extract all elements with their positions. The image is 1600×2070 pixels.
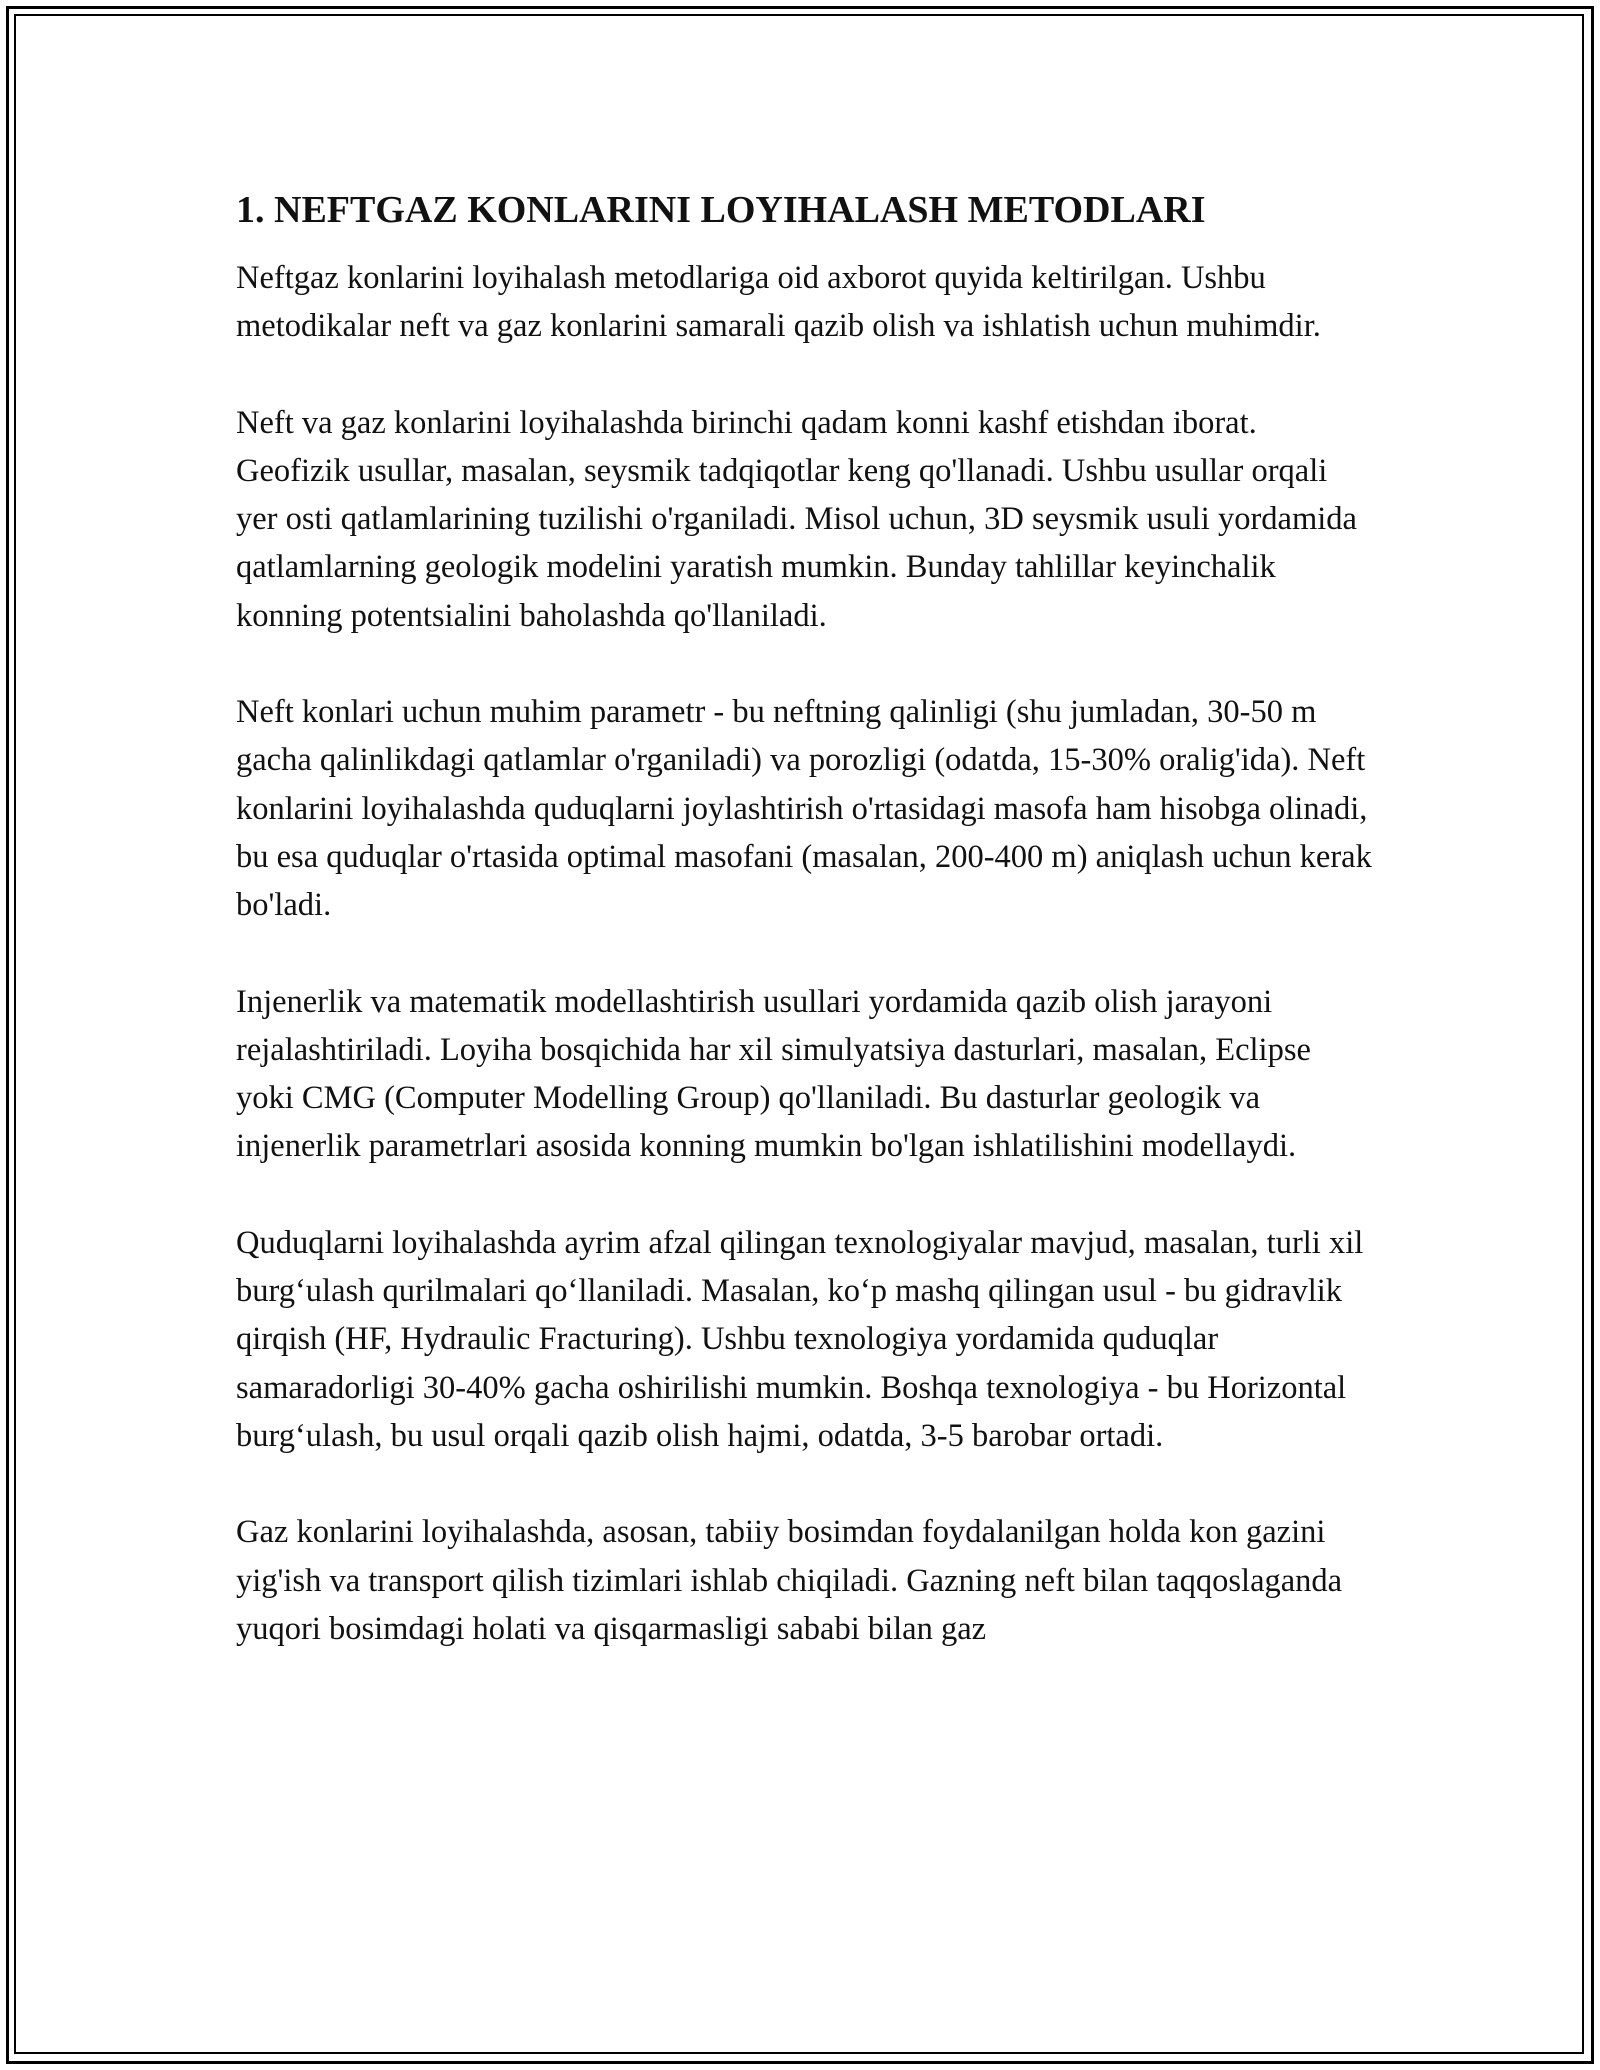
paragraph-5: Quduqlarni loyihalashda ayrim afzal qilingan texnologiyalar mavjud, masalan, turli xil burg‘ulash qurilmalari qo‘llaniladi. Masalan, ko‘p mashq qilingan usul - bu gidravlik qirqish (HF, Hydraulic Fracturing). Ushbu texnologiya yordamida quduqlar samaradorligi 30-40% gacha oshirilishi mumkin. Boshqa texnologiya - bu Horizontal burg‘ulash, bu usul orqali qazib olish hajmi, odatda, 3-5 barobar ortadi.	[236, 1224, 1364, 1454]
paragraph-2: Neft va gaz konlarini loyihalashda birinchi qadam konni kashf etishdan iborat. Geofizik usullar, masalan, seysmik tadqiqotlar keng qo'llanadi. Ushbu usullar orqali yer osti qatlamlarining tuzilishi o'rganiladi. Misol uchun, 3D seysmik usuli yordamida qatlamlarning geologik modelini yaratish mumkin. Bunday tahlillar keyinchalik konning potentsialini baholashda qo'llaniladi.	[236, 404, 1357, 634]
paragraph-1: Neftgaz konlarini loyihalash metodlariga oid axborot quyida keltirilgan. Ushbu metodikalar neft va gaz konlarini samarali qazib olish va ishlatish uchun muhimdir.	[236, 260, 1321, 345]
paragraph-4: Injenerlik va matematik modellashtirish usullari yordamida qazib olish jarayoni rejalashtiriladi. Loyiha bosqichida har xil simulyatsiya dasturlari, masalan, Eclipse yoki CMG (Computer Modelling Group) qo'llaniladi. Bu dasturlar geologik va injenerlik parametrlari asosida konning mumkin bo'lgan ishlatilishini modellaydi.	[236, 983, 1311, 1165]
paragraph-3: Neft konlari uchun muhim parametr - bu neftning qalinligi (shu jumladan, 30-50 m gacha qalinlikdagi qatlamlar o'rganiladi) va porozligi (odatda, 15-30% oralig'ida). Neft konlarini loyihalashda quduqlarni joylashtirish o'rtasidagi masofa ham hisobga olinadi, bu esa quduqlar o'rtasida optimal masofani (masalan, 200-400 m) aniqlash uchun kerak bo'ladi.	[236, 694, 1372, 924]
page-title: 1. NEFTGAZ KONLARINI LOYIHALASH METODLARI	[236, 189, 1206, 231]
paragraph-6: Gaz konlarini loyihalashda, asosan, tabiiy bosimdan foydalanilgan holda kon gazini yig'ish va transport qilish tizimlari ishlab chiqiladi. Gazning neft bilan taqqoslaganda yuqori bosimdagi holati va qisqarmasligi sababi bilan gaz	[236, 1514, 1343, 1647]
document-body	[236, 186, 1376, 1701]
